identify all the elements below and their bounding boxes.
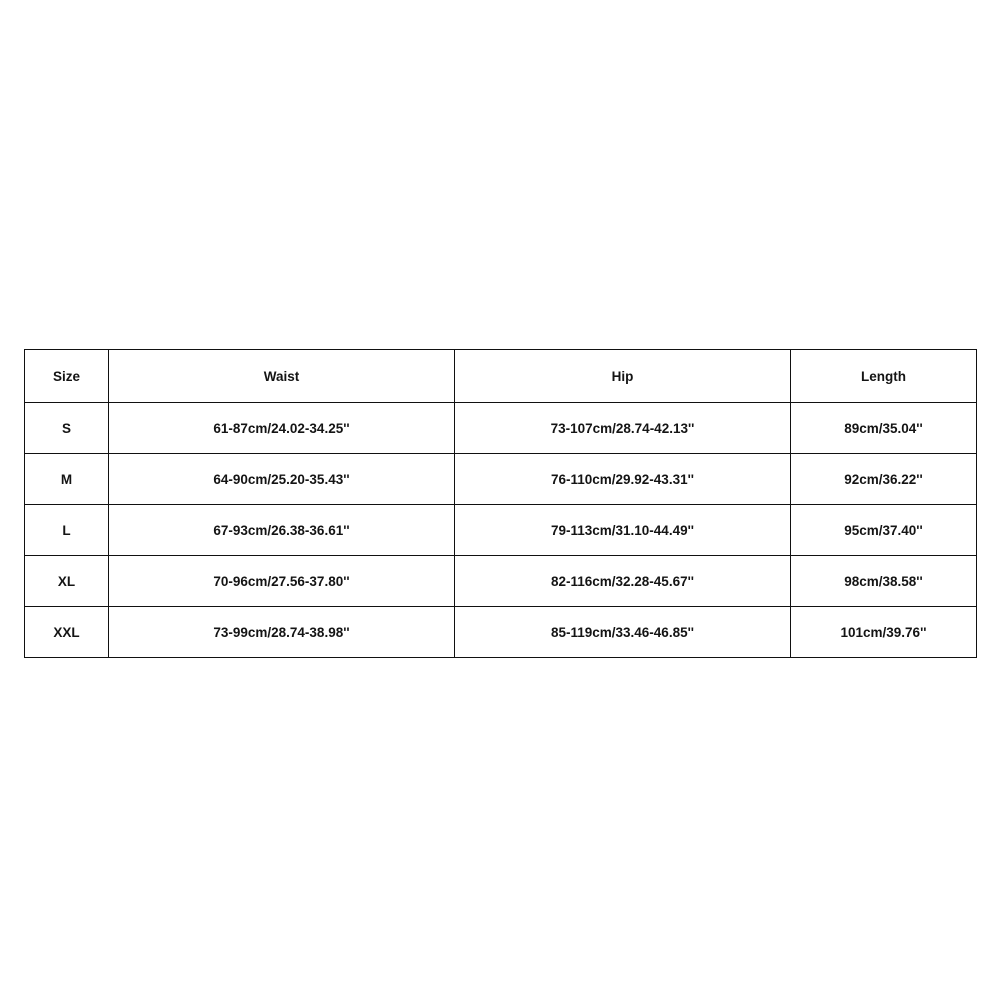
table-row (25, 556, 977, 607)
cell-hip: 76-110cm/29.92-43.31'' (455, 454, 791, 505)
cell-waist: 64-90cm/25.20-35.43'' (109, 454, 455, 505)
cell-waist: 70-96cm/27.56-37.80'' (109, 556, 455, 607)
table-row (25, 607, 977, 658)
column-header-size: Size (25, 350, 109, 403)
cell-size: M (25, 454, 109, 505)
cell-length: 101cm/39.76'' (791, 607, 977, 658)
cell-size: XXL (25, 607, 109, 658)
cell-size: XL (25, 556, 109, 607)
cell-length: 89cm/35.04'' (791, 403, 977, 454)
table-row (25, 505, 977, 556)
cell-length: 92cm/36.22'' (791, 454, 977, 505)
cell-hip: 82-116cm/32.28-45.67'' (455, 556, 791, 607)
table-header-row (25, 350, 977, 403)
column-header-hip: Hip (455, 350, 791, 403)
column-header-waist: Waist (109, 350, 455, 403)
cell-waist: 67-93cm/26.38-36.61'' (109, 505, 455, 556)
column-header-length: Length (791, 350, 977, 403)
cell-waist: 73-99cm/28.74-38.98'' (109, 607, 455, 658)
size-chart-container (24, 349, 976, 658)
cell-hip: 73-107cm/28.74-42.13'' (455, 403, 791, 454)
cell-length: 98cm/38.58'' (791, 556, 977, 607)
cell-length: 95cm/37.40'' (791, 505, 977, 556)
table-row (25, 454, 977, 505)
size-chart-table (24, 349, 977, 658)
cell-hip: 79-113cm/31.10-44.49'' (455, 505, 791, 556)
cell-size: L (25, 505, 109, 556)
table-row (25, 403, 977, 454)
cell-hip: 85-119cm/33.46-46.85'' (455, 607, 791, 658)
cell-waist: 61-87cm/24.02-34.25'' (109, 403, 455, 454)
cell-size: S (25, 403, 109, 454)
